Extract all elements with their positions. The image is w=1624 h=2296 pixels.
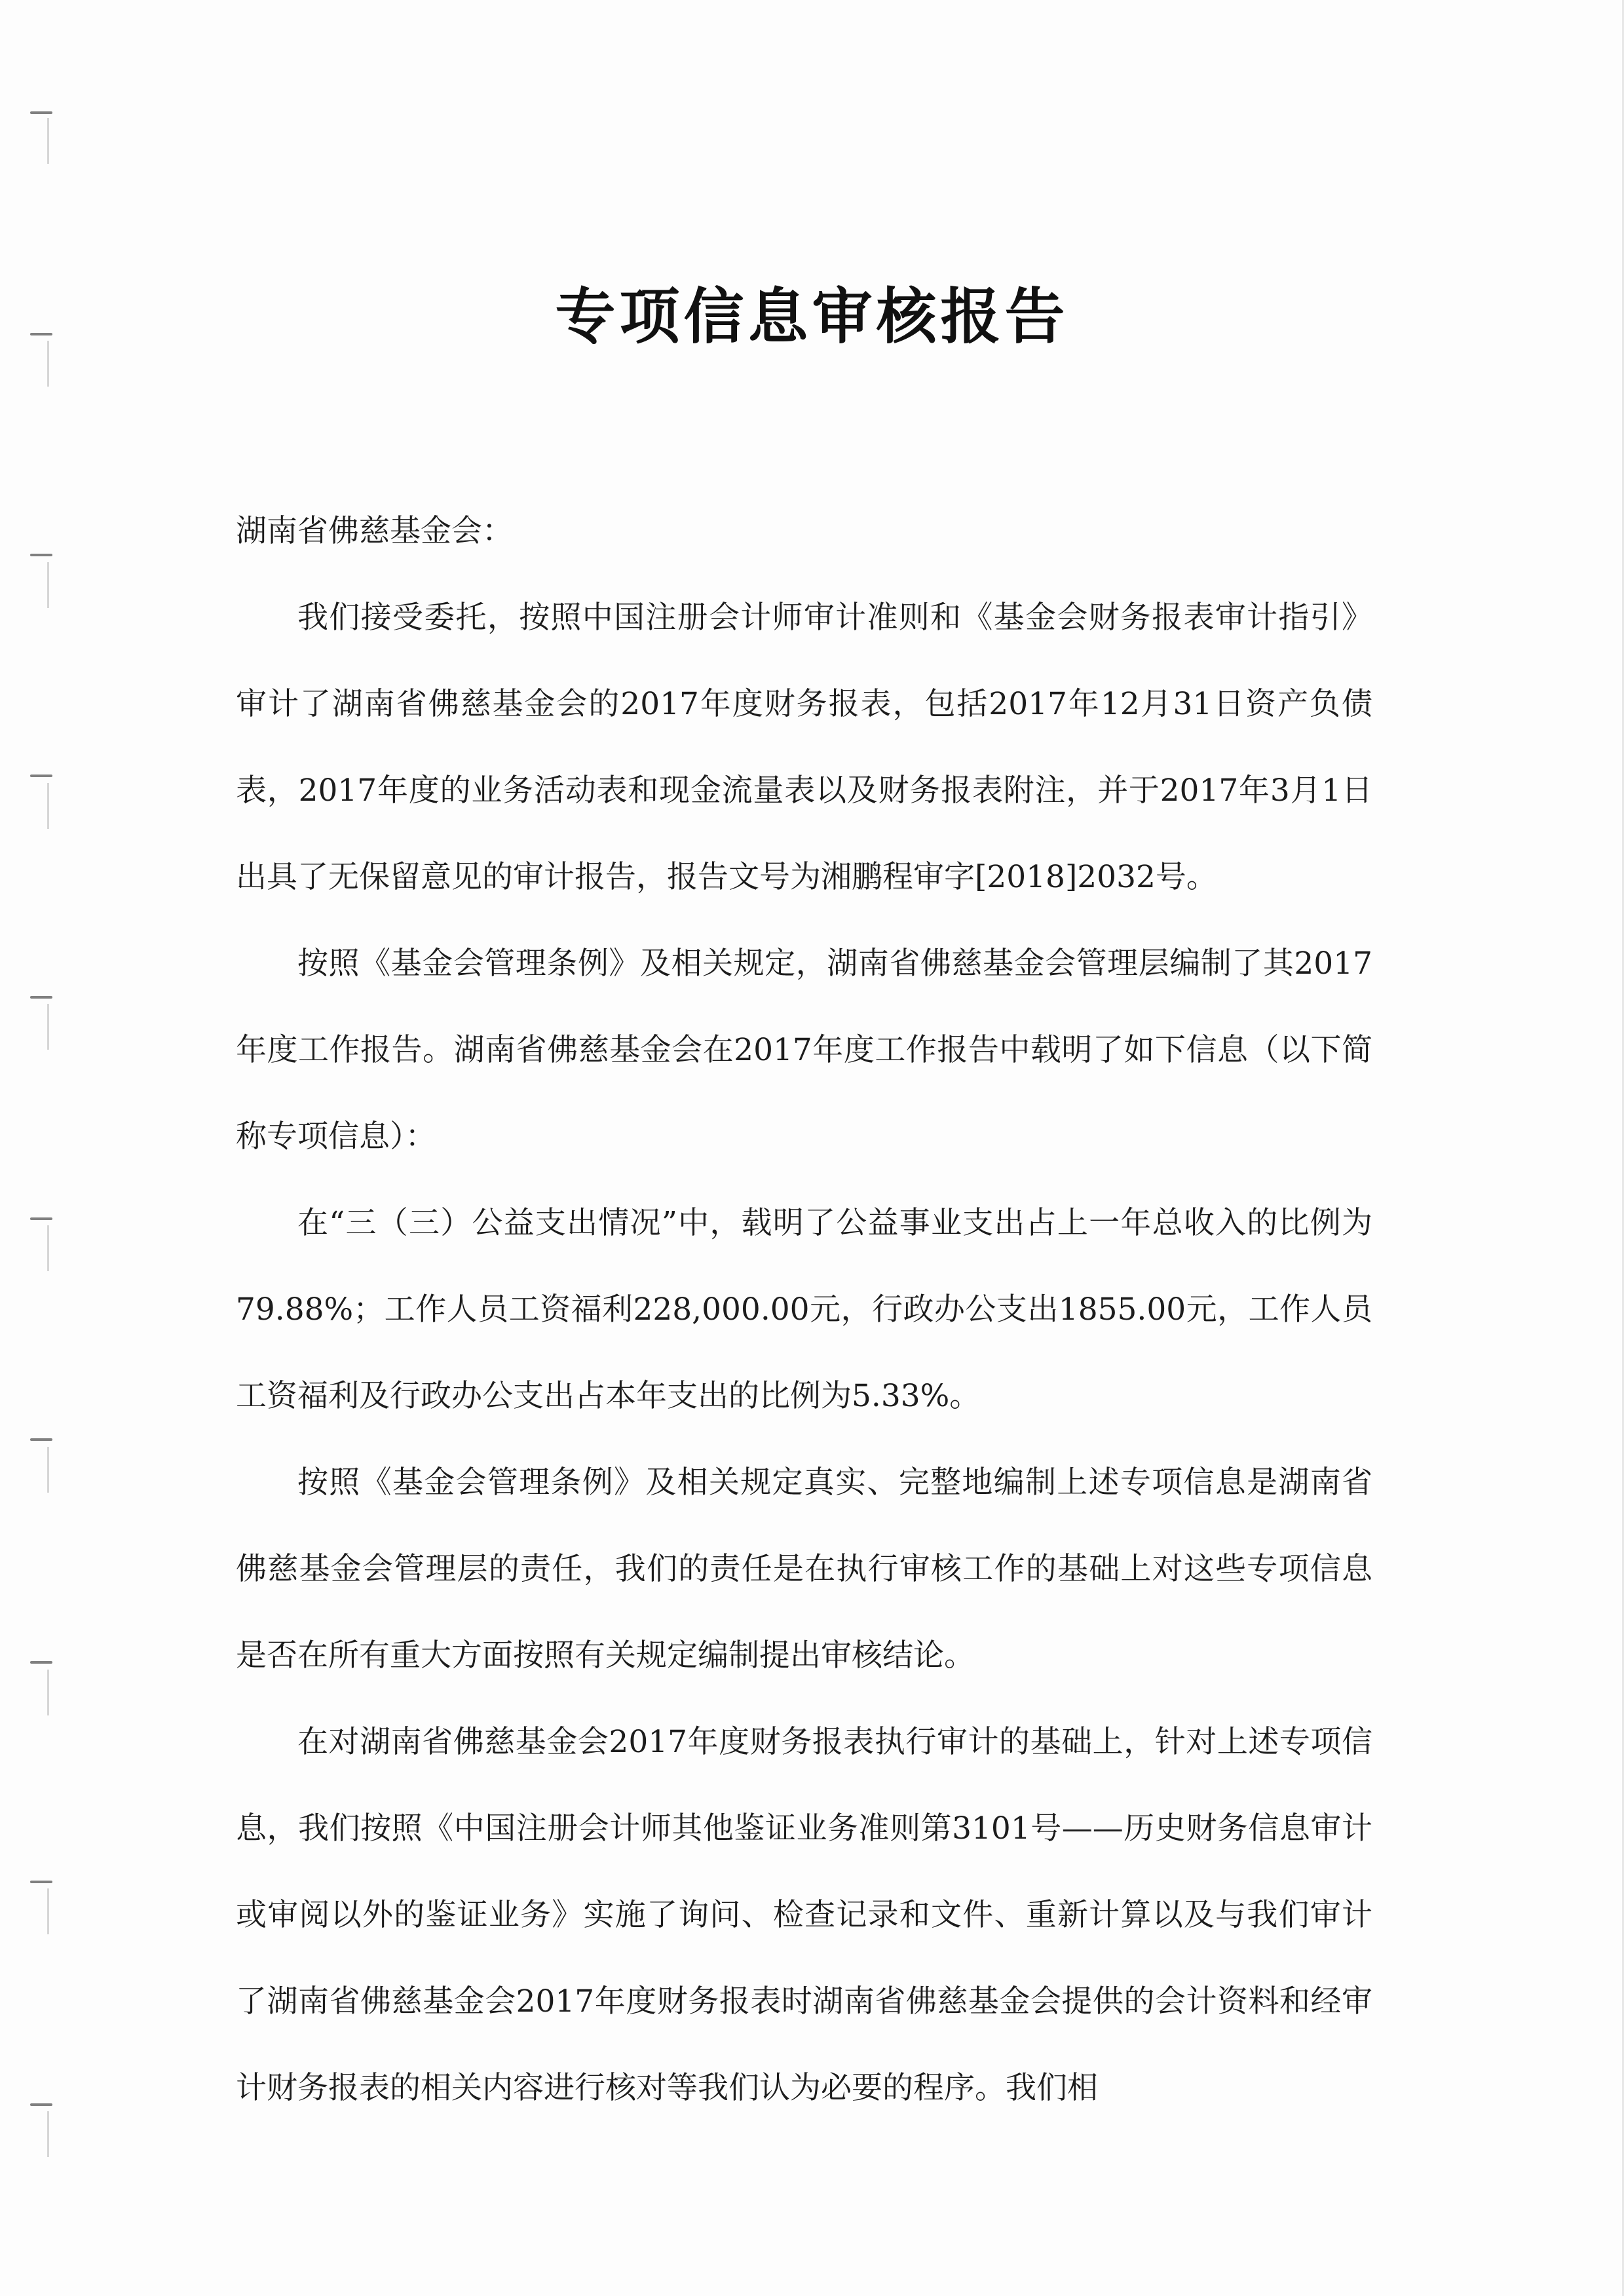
binder-hole-shadow (47, 1447, 49, 1493)
binder-hole-shadow (47, 1004, 49, 1050)
binder-hole-mark (30, 1438, 52, 1441)
binder-hole-shadow (47, 1670, 49, 1715)
paragraph-engagement: 我们接受委托，按照中国注册会计师审计准则和《基金会财务报表审计指引》审计了湖南省佛慈基金会的2017年度财务报表，包括2017年12月31日资产负债表，2017年度的业务活动表和现金流量表以及财务报表附注，并于2017年3月1日出具了无保留意见的审计报告，报告文号为湘鹏程审字[2018]2032号。 (236, 600, 1372, 895)
binder-hole-shadow (47, 1888, 49, 1934)
paragraph-responsibility: 按照《基金会管理条例》及相关规定真实、完整地编制上述专项信息是湖南省佛慈基金会管理层的责任，我们的责任是在执行审核工作的基础上对这些专项信息是否在所有重大方面按照有关规定编制提出审核结论。 (236, 1464, 1372, 1674)
binder-hole-mark (30, 2103, 52, 2106)
binder-hole-mark (30, 1217, 52, 1220)
binder-hole-mark (30, 554, 52, 556)
binder-hole-mark (30, 111, 52, 114)
document-title: 专项信息审核报告 (555, 282, 1069, 352)
paragraph-procedures: 在对湖南省佛慈基金会2017年度财务报表执行审计的基础上，针对上述专项信息，我们按照《中国注册会计师其他鉴证业务准则第3101号——历史财务信息审计或审阅以外的鉴证业务》实施了询问、检查记录和文件、重新计算以及与我们审计了湖南省佛慈基金会2017年度财务报表时湖南省佛慈基金会提供的会计资料和经审计财务报表的相关内容进行核对等我们认为必要的程序。我们相 (236, 1724, 1373, 2106)
salutation: 湖南省佛慈基金会： (236, 513, 513, 549)
binder-hole-mark (30, 1661, 52, 1664)
binder-hole-shadow (47, 783, 49, 829)
binder-hole-mark (30, 996, 52, 999)
binder-hole-mark (30, 1881, 52, 1883)
binder-hole-shadow (47, 1225, 49, 1271)
binder-hole-shadow (47, 2111, 49, 2157)
document-body (236, 488, 1372, 2132)
binder-hole-shadow (47, 118, 49, 164)
binder-hole-mark (30, 775, 52, 777)
binder-hole-shadow (47, 562, 49, 608)
paragraph-work-report: 按照《基金会管理条例》及相关规定，湖南省佛慈基金会管理层编制了其2017年度工作报告。湖南省佛慈基金会在2017年度工作报告中载明了如下信息（以下简称专项信息）： (236, 946, 1372, 1155)
paragraph-special-info: 在“三（三）公益支出情况”中，载明了公益事业支出占上一年总收入的比例为79.88%；工作人员工资福利228,000.00元，行政办公支出1855.00元，工作人员工资福利及行政办公支出占本年支出的比例为5.33%。 (236, 1205, 1372, 1414)
